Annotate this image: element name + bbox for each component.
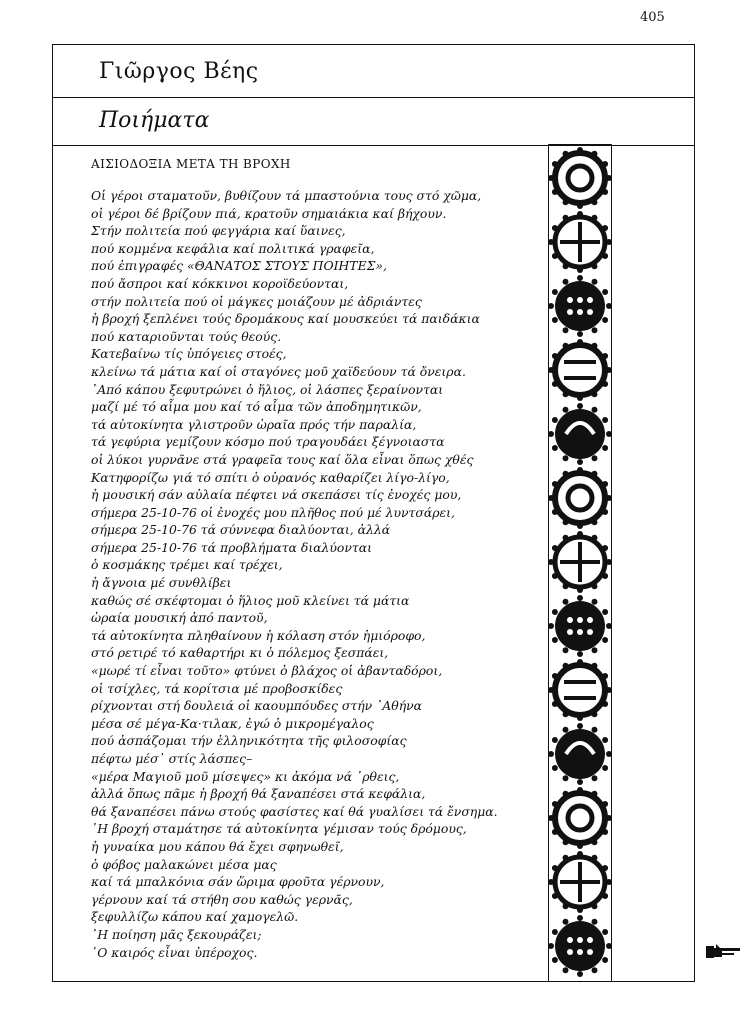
poem-lines [91,187,551,961]
poem-line: Κατεβαίνω τίς ὑπόγειες στοές, [91,346,287,362]
poem-line: πού ἐπιγραφές «ΘΑΝΑΤΟΣ ΣΤΟΥΣ ΠΟΙΗΤΕΣ», [91,258,387,274]
poem-line: πού ἀσπάζομαι τήν ἑλληνικότητα τῆς φιλοσοφίας [91,733,407,749]
poem-line: πού ἄσπροι καί κόκκινοι κοροϊδεύονται, [91,275,349,291]
pointing-hand-icon [704,940,744,962]
poem-line: σήμερα 25-10-76 τά σύννεφα διαλύονται, ἀλλά [91,522,391,538]
poem-line: ᾿Από κάπου ξεφυτρώνει ὁ ἥλιος, οἱ λάσπες ξεραίνονται [91,381,444,397]
poem-line: Κατηφορίζω γιά τό σπίτι ὁ οὐρανός καθαρίζει λίγο-λίγο, [91,469,450,485]
poem [91,157,551,961]
poem-line: θά ξαναπέσει πάνω στούς φασίστες καί θά γυαλίσει τά ἔνσημα. [91,803,498,819]
author-band [53,45,694,98]
ornamental-circles-strip-icon [548,144,612,982]
poem-line: στήν πολιτεία πού οἱ μάγκες μοιάζουν μέ ἀδριάντες [91,293,422,309]
poem-line: τά αὐτοκίνητα γλιστροῦν ὡραῖα πρός τήν παραλία, [91,416,417,432]
poem-line: ἡ βροχή ξεπλένει τούς δρομάκους καί μουσκεύει τά παιδάκια [91,311,480,327]
poem-line: σήμερα 25-10-76 τά προβλήματα διαλύονται [91,539,372,555]
poem-line: ᾿Η ποίηση μᾶς ξεκουράζει; [91,926,262,942]
poem-line: κλείνω τά μάτια καί οἱ σταγόνες μοῦ χαϊδεύουν τά ὄνειρα. [91,363,466,379]
poem-title: ΑΙΣΙΟΔΟΞΙΑ ΜΕΤΑ ΤΗ ΒΡΟΧΗ [91,157,291,171]
poem-line: ρίχνονται στή δουλειά οἱ καουμπόυδες στήν ᾿Αθήνα [91,698,423,714]
poem-line: πού κομμένα κεφάλια καί πολιτικά γραφεῖα, [91,240,375,256]
poem-line: ὁ φόβος μαλακώνει μέσα μας [91,856,277,872]
poem-line: πέφτω μέσ᾿ στίς λάσπες– [91,751,253,766]
poem-line: τά αὐτοκίνητα πληθαίνουν ἡ κόλαση στόν ἡμιόροφο, [91,627,426,643]
poem-line: ἀλλά ὅπως πᾶμε ἡ βροχή θά ξαναπέσει στά κεφάλια, [91,786,426,802]
poem-line: μέσα σέ μέγα-Κα·τιλακ, ἐγώ ὁ μικρομέγαλος [91,715,374,731]
poem-line: τά γεφύρια γεμίζουν κόσμο πού τραγουδάει ξέγνοιαστα [91,434,445,450]
poem-line: ὡραία μουσική ἀπό παντοῦ, [91,610,268,626]
poem-line: οἱ λύκοι γυρνᾶνε στά γραφεῖα τους καί ὅλα εἶναι ὅπως χθές [91,451,474,467]
poem-line: πού καταριοῦνται τούς θεούς. [91,328,282,344]
poem-line: Στήν πολιτεία πού φεγγάρια καί ὕαινες, [91,223,346,239]
poem-line: καί τά μπαλκόνια σάν ὥριμα φροῦτα γέρνουν, [91,874,385,890]
poem-line: ὁ κοσμάκης τρέμει καί τρέχει, [91,557,283,573]
poem-line: γέρνουν καί τά στήθη σου καθώς γερνᾶς, [91,891,353,907]
poem-line: στό ρετιρέ τό καθαρτήρι κι ὁ πόλεμος ξεσπάει, [91,645,389,661]
poem-line: ῾Ο καιρός εἶναι ὑπέροχος. [91,944,258,960]
poem-line: ἡ γυναίκα μου κάπου θά ἔχει σφηνωθεῖ, [91,838,344,854]
poem-line: ᾿Η βροχή σταμάτησε τά αὐτοκίνητα γέμισαν τούς δρόμους, [91,821,467,837]
poem-line: «μέρα Μαγιοῦ μοῦ μίσεψες» κι ἀκόμα νά ᾿ρθεις, [91,768,400,784]
page-number: 405 [640,10,665,25]
poem-line: ξεφυλλίζω κάπου καί χαμογελῶ. [91,909,299,925]
section-band [53,97,694,146]
poem-line: ἡ ἄγνοια μέ συνθλίβει [91,575,232,591]
poem-line: οἱ γέροι δέ βρίζουν πιά, κρατοῦν σημαιάκια καί βήχουν. [91,205,447,221]
poem-line: ἡ μουσική σάν αὐλαία πέφτει νά σκεπάσει τίς ἐνοχές μου, [91,487,462,503]
poem-line: «μωρέ τί εἶναι τοῦτο» φτύνει ὁ βλάχος οἱ ἀβανταδόροι, [91,663,443,679]
poem-line: καθώς σέ σκέφτομαι ὁ ἥλιος μοῦ κλείνει τά μάτια [91,592,410,608]
poem-line: Οἱ γέροι σταματοῦν, βυθίζουν τά μπαστούνια τους στό χῶμα, [91,188,482,203]
poem-line: μαζί μέ τό αἷμα μου καί τό αἷμα τῶν ἀποδημητικῶν, [91,399,422,415]
section-title: Ποιήματα [99,108,210,133]
poem-line: οἱ τσίχλες, τά κορίτσια μέ προβοσκίδες [91,680,343,696]
author-name: Γιῶργος Βέης [99,59,259,84]
poem-line: σήμερα 25-10-76 οἱ ἐνοχές μου πλῆθος πού μέ λυντσάρει, [91,504,455,520]
